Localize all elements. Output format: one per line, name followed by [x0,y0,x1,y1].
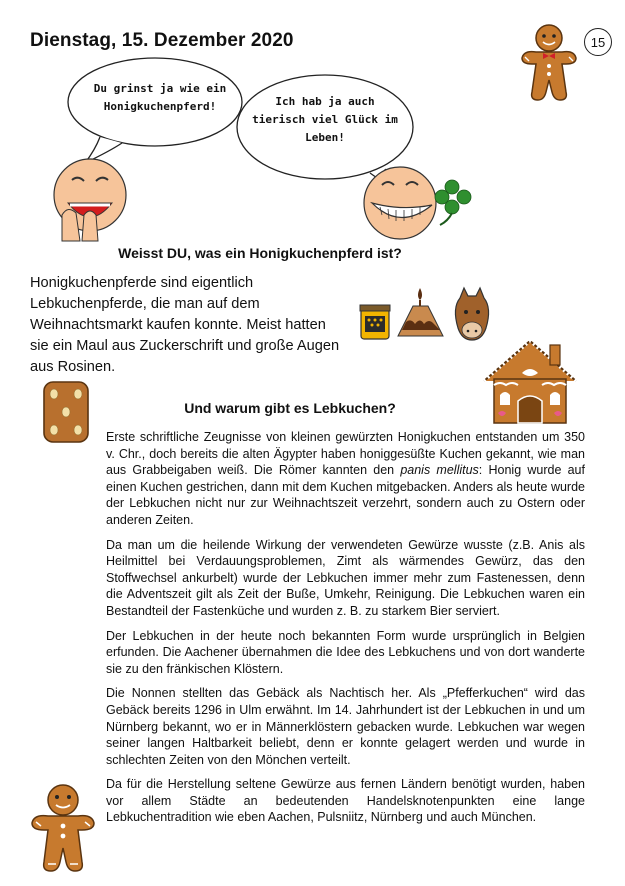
grinning-face-icon [364,167,436,239]
bubble-right-text [250,93,400,147]
page-number-badge: 15 [584,28,612,56]
horse-icon [455,288,488,340]
icon-row [358,284,498,344]
section-heading-honigkuchenpferd: Weisst DU, was ein Honigkuchenpferd ist? [118,245,402,261]
honey-jar-icon [360,305,390,339]
history-paragraph-1: Erste schriftliche Zeugnisse von kleinen gewürzten Honigkuchen entstanden um 350 v. Chr., doch bereits die alten Ägypter haben honiggesüßte Kuchen gekannt, wie man aus Grabbeigaben weiß. Die Römer kannten den panis mellitus: Honig wurde auf einen Kuchen gestrichen, dann mit dem Kuchen mitgebacken. Anders als heute wurde der Lebkuchen nicht nur zur Weihnachtszeit verzehrt, sondern auch zu Ostern oder anderen Zeiten. [106,430,585,527]
lebkuchen-cookie-icon [42,380,90,444]
bubble-left-text [85,80,235,116]
history-text [106,429,585,834]
clover-icon [435,180,471,225]
section-heading-lebkuchen: Und warum gibt es Lebkuchen? [184,400,396,416]
history-paragraph-5: Da für die Herstellung seltene Gewürze aus fernen Ländern benötigt wurden, haben vor allem Städte an bedeutenden Handelsknotenpunkten eine lange Lebkuchentradition wie eben Aachen, Pulsniitz, Nürnberg und auch München. [106,777,585,825]
history-paragraph-4: Die Nonnen stellten das Gebäck als Nachtisch her. Als „Pfefferkuchen“ wird das Gebäck bereits 1296 in Ulm erwähnt. Im 14. Jahrhundert ist der Lebkuchen in und um Nürnberg bekannt, wo er in Männerklöstern gebacken wurde. Lebkuchen war wegen seiner langen Haltbarkeit beliebt, denn er konnte gelagert werden und wurde in schlechten Zeiten von den Mönchen verteilt. [106,686,585,767]
bubble-left-line: Honigkuchenpferd! [103,100,217,113]
intro-paragraph: Honigkuchenpferde sind eigentlich Lebkuchenpferde, die man auf dem Weihnachtsmarkt kaufen konnte. Meist hatten sie ein Maul aus Zuckerschrift und große Augen aus Rosinen. [30,275,340,375]
page-title: Dienstag, 15. Dezember 2020 [30,30,294,51]
bubble-right-line: Ich hab ja auch [275,95,375,108]
latin-term: panis mellitus [400,463,479,478]
gingerbread-man-icon [28,782,98,874]
history-paragraph-3: Der Lebkuchen in der heute noch bekannten Form wurde ursprünglich in Belgien erfunden. Die Aachener übernahmen die Idee des Lebkuchens und von dort wanderte sie zu den fränkischen Klöstern. [106,628,585,676]
bubble-left-line: Du grinst ja wie ein [93,82,227,95]
history-paragraph-2: Da man um die heilende Wirkung der verwendeten Gewürze wusste (z.B. Anis als Heilmittel bei Verdauungsproblemen, Zimt als wärmendes Gewürz, das den Stoffwechsel ankurbelt) wurde der Lebkuchen immer mehr zum Fastenessen, denn die Adventszeit gilt als Zeit der Buße, Umkehr, Reinigung. Die Lebkuchen waren ein Bestandteil der Fastenküche und wurden z. B. zu starkem Bier serviert. [106,537,585,618]
laughing-face-icon [54,159,126,241]
bubble-right-line: Leben! [305,131,345,144]
bubble-right-line: tierisch viel Glück im [252,113,398,126]
gingerbread-man-icon [518,22,580,104]
cake-icon [398,288,443,336]
gingerbread-house-icon [478,335,582,427]
